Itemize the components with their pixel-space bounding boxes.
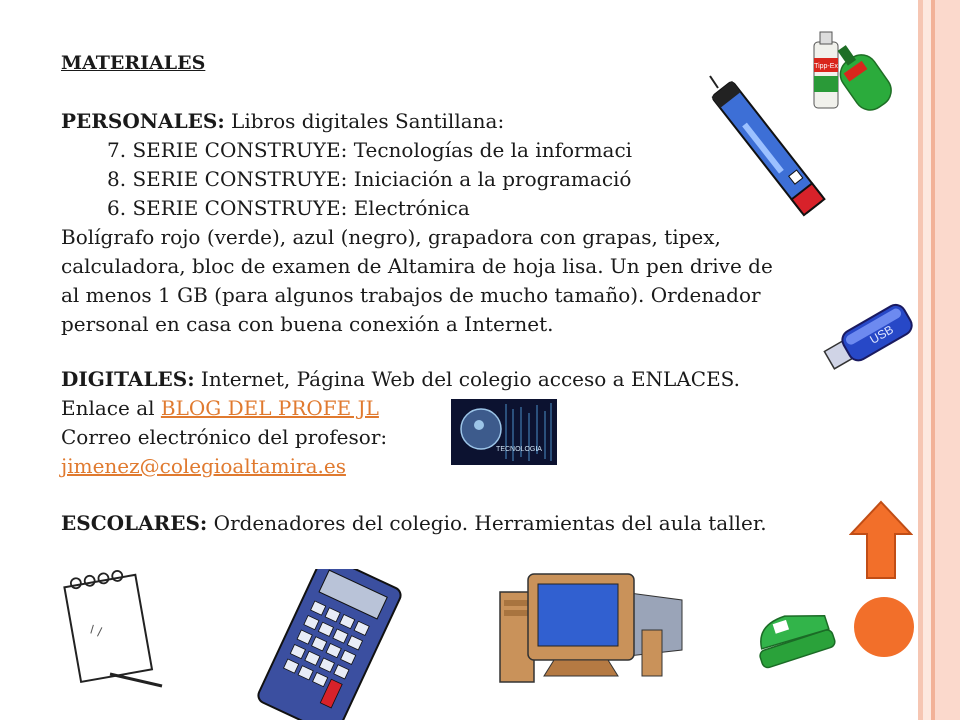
digitales-heading [61,368,740,391]
materials-line: al menos 1 GB (para algunos trabajos de mucho tamaño). Ordenador [61,283,761,307]
personales-heading [61,110,504,133]
orange-circle-icon [853,596,915,658]
personales-label: PERSONALES: [61,109,225,133]
usb-drive-icon [818,296,918,382]
escolares-text: Ordenadores del colegio. Herramientas del aula taller. [207,511,767,535]
decorative-stripe [935,0,960,720]
blog-line [61,397,379,420]
digitales-label: DIGITALES: [61,367,195,391]
page-title: MATERIALES [61,52,206,74]
tecnologia-image [451,399,557,465]
pen-icon [700,74,840,224]
tecnologia-text: TECNOLOGIA [496,446,542,453]
escolares-label: ESCOLARES: [61,511,208,535]
blog-link[interactable]: BLOG DEL PROFE JL [160,396,379,420]
computer-icon [492,570,688,688]
digitales-text: Internet, Página Web del colegio acceso a ENLACES. [194,367,741,391]
escolares-heading [61,512,767,535]
scroll-up-arrow-icon[interactable] [849,500,913,580]
email-label: Correo electrónico del profesor: [61,425,388,449]
notepad-icon [50,562,170,692]
stapler-icon [752,604,838,672]
blog-prefix: Enlace al [61,396,161,420]
book-item: 6. SERIE CONSTRUYE: Electrónica [107,196,470,220]
usb-text: USB [867,322,896,347]
materials-line: Bolígrafo rojo (verde), azul (negro), grapadora con grapas, tipex, [61,225,721,249]
materials-line: personal en casa con buena conexión a Internet. [61,312,554,336]
book-item: 8. SERIE CONSTRUYE: Iniciación a la programació [107,167,632,191]
calculator-icon [246,569,412,720]
email-line [61,455,346,478]
decorative-stripe [923,0,931,720]
materials-line: calculadora, bloc de examen de Altamira de hoja lisa. Un pen drive de [61,254,773,278]
email-link[interactable]: jimenez@colegioaltamira.es [61,454,346,478]
personales-intro: Libros digitales Santillana: [224,109,505,133]
book-item: 7. SERIE CONSTRUYE: Tecnologías de la informaci [107,138,633,162]
tipex-text: Tipp-Ex [814,63,838,70]
